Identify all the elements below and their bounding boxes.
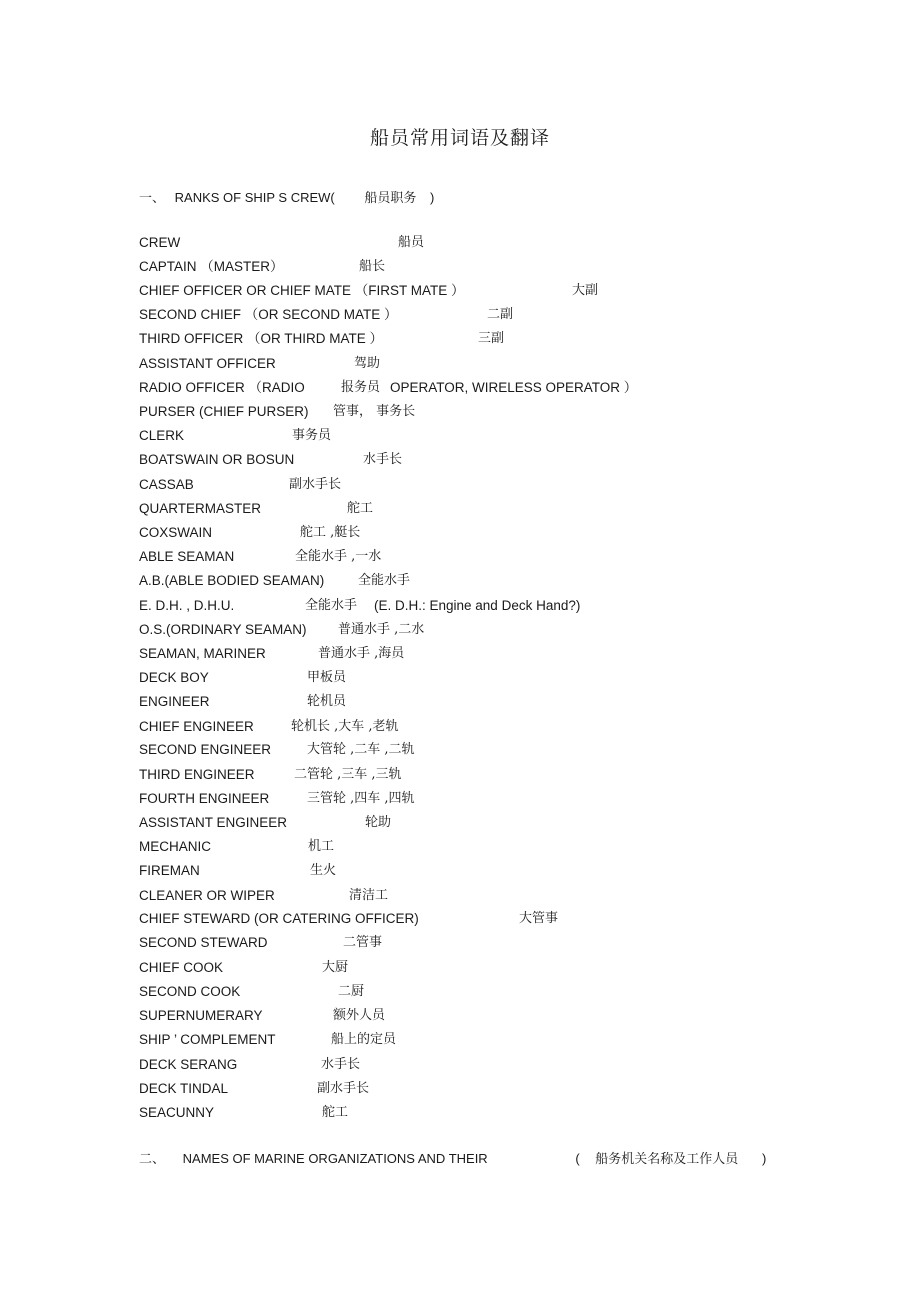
term-english: E. D.H. , D.H.U. xyxy=(139,598,235,613)
term-row xyxy=(139,428,332,444)
term-english: CREW xyxy=(139,235,181,250)
term-chinese: 大厨 xyxy=(322,960,349,975)
term-chinese: 事务员 xyxy=(292,428,332,443)
term-row xyxy=(139,380,638,396)
term-row xyxy=(139,1032,397,1048)
section-open-paren: ( xyxy=(575,1151,580,1166)
term-english: RADIO OFFICER （RADIO xyxy=(139,380,305,395)
term-english: PURSER (CHIEF PURSER) xyxy=(139,404,309,419)
section-close-paren: ) xyxy=(761,1151,767,1166)
term-row xyxy=(139,670,347,686)
term-english: COXSWAIN xyxy=(139,525,213,540)
term-chinese: 轮助 xyxy=(365,815,392,830)
term-row xyxy=(139,477,342,493)
term-chinese: 全能水手 xyxy=(358,573,411,588)
section-title-en: RANKS OF SHIP S CREW( xyxy=(174,190,335,205)
term-chinese: 轮机长 ,大车 ,老轨 xyxy=(291,719,399,734)
term-chinese: 水手长 xyxy=(363,452,403,467)
term-row xyxy=(139,1081,370,1097)
term-row xyxy=(139,935,383,951)
term-english: CAPTAIN （MASTER） xyxy=(139,259,284,274)
term-english: CHIEF COOK xyxy=(139,960,224,975)
section-title-en: NAMES OF MARINE ORGANIZATIONS AND THEIR xyxy=(182,1151,488,1166)
term-chinese: 普通水手 ,二水 xyxy=(338,622,425,637)
term-english: FIREMAN xyxy=(139,863,200,878)
term-row xyxy=(139,525,361,541)
term-english: CHIEF OFFICER OR CHIEF MATE （FIRST MATE ） xyxy=(139,283,465,298)
term-row xyxy=(139,622,425,638)
term-english: CHIEF STEWARD (OR CATERING OFFICER) xyxy=(139,911,419,926)
term-english: DECK SERANG xyxy=(139,1057,238,1072)
term-row xyxy=(139,719,399,735)
section-title-cn: 船员职务 xyxy=(364,191,417,206)
term-english: BOATSWAIN OR BOSUN xyxy=(139,452,295,467)
term-chinese: 管事， 事务长 xyxy=(333,404,416,419)
term-chinese: 生火 xyxy=(310,863,337,878)
term-english: A.B.(ABLE BODIED SEAMAN) xyxy=(139,573,325,588)
term-row xyxy=(139,767,402,783)
term-row xyxy=(139,501,374,517)
term-row xyxy=(139,863,337,879)
term-chinese: 大管轮 ,二车 ,二轨 xyxy=(307,742,415,757)
term-english: MECHANIC xyxy=(139,839,212,854)
term-chinese: 三管轮 ,四车 ,四轨 xyxy=(307,791,415,806)
term-row xyxy=(139,331,505,347)
term-english: CHIEF ENGINEER xyxy=(139,719,254,734)
term-row xyxy=(139,984,365,1000)
term-chinese: 船员 xyxy=(398,235,425,250)
term-english: ABLE SEAMAN xyxy=(139,549,235,564)
term-english: SHIP ’ COMPLEMENT xyxy=(139,1032,276,1047)
term-chinese: 副水手长 xyxy=(317,1081,370,1096)
term-row xyxy=(139,404,416,420)
term-row xyxy=(139,356,381,372)
section-heading-ranks xyxy=(139,187,434,206)
term-row xyxy=(139,1105,349,1121)
term-english: SECOND ENGINEER xyxy=(139,742,272,757)
term-english: DECK TINDAL xyxy=(139,1081,229,1096)
term-chinese: 二副 xyxy=(487,307,514,322)
term-chinese: 清洁工 xyxy=(349,888,389,903)
term-chinese: 舵工 ,艇长 xyxy=(300,525,361,540)
term-chinese: 舵工 xyxy=(347,501,374,516)
term-chinese: 船长 xyxy=(359,259,386,274)
term-chinese: 大副 xyxy=(572,283,599,298)
term-chinese: 二厨 xyxy=(338,984,365,999)
term-english: ENGINEER xyxy=(139,694,210,709)
term-row xyxy=(139,815,392,831)
term-row xyxy=(139,742,415,758)
term-row xyxy=(139,888,389,904)
term-chinese: 二管轮 ,三车 ,三轨 xyxy=(294,767,402,782)
term-chinese: 机工 xyxy=(308,839,335,854)
term-chinese: 全能水手 ,一水 xyxy=(295,549,382,564)
term-english: CASSAB xyxy=(139,477,194,492)
term-chinese: 二管事 xyxy=(343,935,383,950)
term-english: SECOND CHIEF （OR SECOND MATE ） xyxy=(139,307,398,322)
term-english: THIRD ENGINEER xyxy=(139,767,255,782)
term-english: CLEANER OR WIPER xyxy=(139,888,275,903)
section-close-paren: ) xyxy=(430,190,435,205)
term-english: DECK BOY xyxy=(139,670,209,685)
term-row xyxy=(139,911,559,927)
term-row xyxy=(139,259,386,275)
term-english: ASSISTANT ENGINEER xyxy=(139,815,288,830)
term-english: SEACUNNY xyxy=(139,1105,215,1120)
term-english: QUARTERMASTER xyxy=(139,501,262,516)
term-english: SECOND STEWARD xyxy=(139,935,268,950)
term-chinese: 普通水手 ,海员 xyxy=(318,646,405,661)
term-row xyxy=(139,452,403,468)
term-chinese: 报务员 xyxy=(341,380,381,395)
term-english: ASSISTANT OFFICER xyxy=(139,356,276,371)
term-english: SUPERNUMERARY xyxy=(139,1008,263,1023)
term-row xyxy=(139,646,405,662)
term-chinese: 轮机员 xyxy=(307,694,347,709)
term-row xyxy=(139,1008,386,1024)
section-title-cn: 船务机关名称及工作人员 xyxy=(595,1152,739,1167)
term-chinese: 副水手长 xyxy=(289,477,342,492)
term-chinese: 全能水手 xyxy=(305,598,358,613)
term-english: SECOND COOK xyxy=(139,984,241,999)
term-english: O.S.(ORDINARY SEAMAN) xyxy=(139,622,307,637)
term-row xyxy=(139,839,335,855)
section-number: 二、 xyxy=(139,1151,166,1166)
term-chinese: 舵工 xyxy=(322,1105,349,1120)
section-number: 一、 xyxy=(139,190,166,205)
term-row xyxy=(139,598,581,614)
term-note: (E. D.H.: Engine and Deck Hand?) xyxy=(374,598,581,613)
term-english: FOURTH ENGINEER xyxy=(139,791,270,806)
term-chinese: 额外人员 xyxy=(333,1008,386,1023)
term-chinese: 水手长 xyxy=(321,1057,361,1072)
term-row xyxy=(139,235,425,251)
term-chinese: 三副 xyxy=(478,331,505,346)
term-row xyxy=(139,573,411,589)
term-chinese: 驾助 xyxy=(354,356,381,371)
term-row xyxy=(139,307,514,323)
term-row xyxy=(139,549,382,565)
term-chinese: 甲板员 xyxy=(307,670,347,685)
term-english: THIRD OFFICER （OR THIRD MATE ） xyxy=(139,331,383,346)
term-note: OPERATOR, WIRELESS OPERATOR ） xyxy=(390,380,638,395)
document-title: 船员常用词语及翻译 xyxy=(369,127,550,149)
term-row xyxy=(139,1057,361,1073)
term-row xyxy=(139,791,415,807)
term-chinese: 船上的定员 xyxy=(331,1032,397,1047)
term-row xyxy=(139,960,349,976)
term-english: SEAMAN, MARINER xyxy=(139,646,266,661)
term-chinese: 大管事 xyxy=(519,911,559,926)
term-row xyxy=(139,694,347,710)
section-heading-organizations xyxy=(139,1148,766,1167)
term-row xyxy=(139,283,599,299)
term-english: CLERK xyxy=(139,428,185,443)
